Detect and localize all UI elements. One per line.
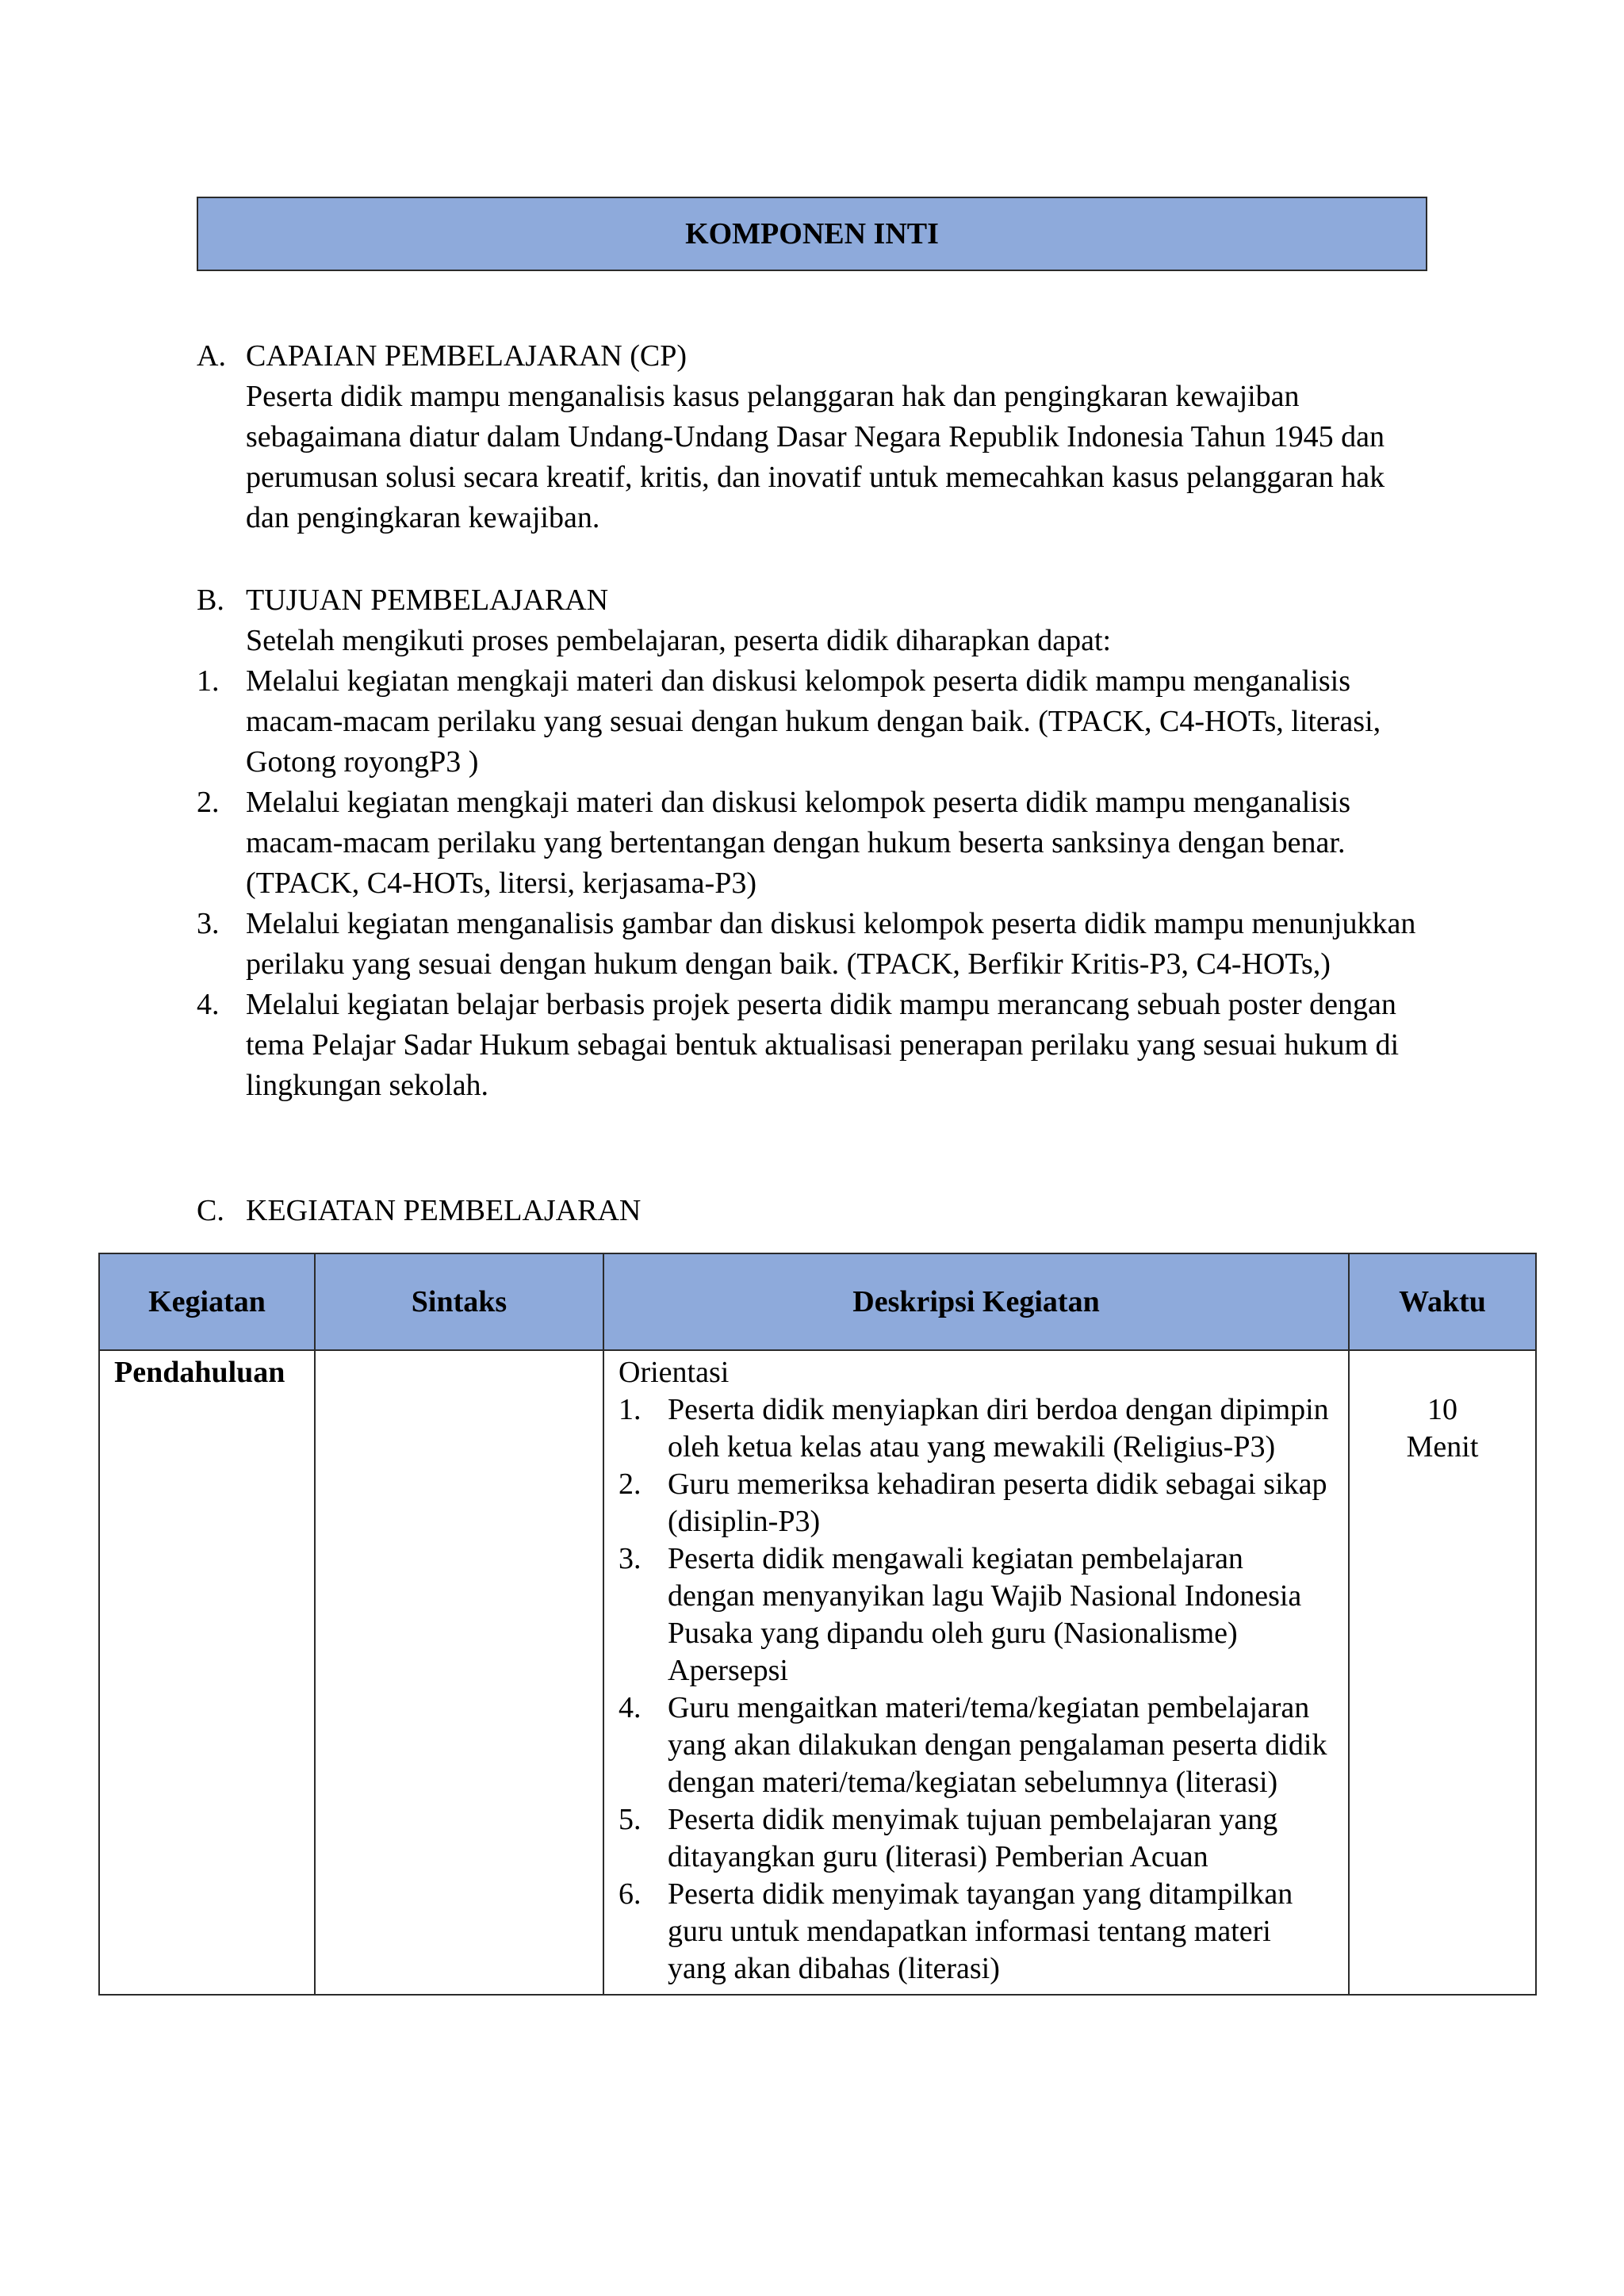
section-kegiatan bbox=[197, 1191, 1450, 1231]
kegiatan-table bbox=[98, 1253, 1537, 1996]
cell-sintaks bbox=[315, 1350, 603, 1995]
header-title: KOMPONEN INTI bbox=[685, 217, 939, 251]
cell-waktu bbox=[1349, 1350, 1536, 1995]
tujuan-item: 3. Melalui kegiatan menganalisis gambar dan diskusi kelompok peserta didik mampu menunjukkan perilaku yang sesuai dengan hukum dengan baik. (TPACK, Berfikir Kritis-P3, C4-HOTs,) bbox=[197, 907, 1416, 981]
list-item: 1. Peserta didik menyiapkan diri berdoa dengan dipimpin oleh ketua kelas atau yang mewakili (Religius-P3) bbox=[619, 1393, 1329, 1464]
list-item: 4. Guru mengaitkan materi/tema/kegiatan pembelajaran yang akan dilakukan dengan pengalaman peserta didik dengan materi/tema/kegiatan sebelumnya (literasi) bbox=[619, 1691, 1327, 1799]
section-a-title: CAPAIAN PEMBELAJARAN (CP) bbox=[246, 339, 688, 373]
header-waktu: Waktu bbox=[1349, 1253, 1536, 1350]
waktu-unit: Menit bbox=[1406, 1430, 1479, 1464]
tujuan-item: 1. Melalui kegiatan mengkaji materi dan diskusi kelompok peserta didik mampu menganalisis macam-macam perilaku yang sesuai dengan hukum dengan baik. (TPACK, C4-HOTs, literasi, Gotong royongP3 ) bbox=[197, 664, 1381, 779]
section-tujuan bbox=[197, 580, 1450, 1106]
cell-kegiatan: Pendahuluan bbox=[99, 1350, 315, 1995]
header-kegiatan: Kegiatan bbox=[99, 1253, 315, 1350]
list-item: 3. Peserta didik mengawali kegiatan pembelajaran dengan menyanyikan lagu Wajib Nasional Indonesia Pusaka yang dipandu oleh guru (Nasionalisme) Apersepsi bbox=[619, 1542, 1302, 1687]
section-a-letter: A. bbox=[197, 339, 226, 373]
waktu-value: 10 bbox=[1427, 1393, 1457, 1426]
list-item: 6. Peserta didik menyimak tayangan yang ditampilkan guru untuk mendapatkan informasi tentang materi yang akan dibahas (literasi) bbox=[619, 1877, 1293, 1985]
section-b-title: TUJUAN PEMBELAJARAN bbox=[246, 584, 609, 617]
header-deskripsi: Deskripsi Kegiatan bbox=[603, 1253, 1349, 1350]
list-item: 5. Peserta didik menyimak tujuan pembelajaran yang ditayangkan guru (literasi) Pemberian Acuan bbox=[619, 1803, 1278, 1873]
tujuan-item: 2. Melalui kegiatan mengkaji materi dan diskusi kelompok peserta didik mampu menganalisis macam-macam perilaku yang bertentangan dengan hukum beserta sanksinya dengan benar. (TPACK, C4-HOTs, litersi, kerjasama-P3) bbox=[197, 786, 1351, 900]
section-a-body: Peserta didik mampu menganalisis kasus pelanggaran hak dan pengingkaran kewajiban sebagaimana diatur dalam Undang-Undang Dasar Negara Republik Indonesia Tahun 1945 dan perumusan solusi secara kreatif, kritis, dan inovatif untuk memecahkan kasus pelanggaran hak dan pengingkaran kewajiban. bbox=[246, 380, 1385, 534]
deskripsi-title: Orientasi bbox=[619, 1356, 730, 1389]
section-c-title: KEGIATAN PEMBELAJARAN bbox=[246, 1194, 642, 1227]
table-header-row bbox=[99, 1253, 1536, 1350]
komponen-inti-header bbox=[197, 197, 1427, 271]
list-item: 2. Guru memeriksa kehadiran peserta didik sebagai sikap (disiplin-P3) bbox=[619, 1468, 1327, 1538]
header-sintaks: Sintaks bbox=[315, 1253, 603, 1350]
cell-deskripsi bbox=[603, 1350, 1349, 1995]
tujuan-list bbox=[197, 661, 1434, 1106]
tujuan-item: 4. Melalui kegiatan belajar berbasis projek peserta didik mampu merancang sebuah poster dengan tema Pelajar Sadar Hukum sebagai bentuk aktualisasi penerapan perilaku yang sesuai hukum di lingkungan sekolah. bbox=[197, 988, 1400, 1102]
table-row bbox=[99, 1350, 1536, 1995]
section-c-letter: C. bbox=[197, 1194, 224, 1227]
deskripsi-list bbox=[619, 1391, 1334, 1988]
section-capaian bbox=[197, 336, 1450, 538]
section-b-letter: B. bbox=[197, 584, 224, 617]
section-b-intro: Setelah mengikuti proses pembelajaran, peserta didik diharapkan dapat: bbox=[246, 624, 1112, 657]
